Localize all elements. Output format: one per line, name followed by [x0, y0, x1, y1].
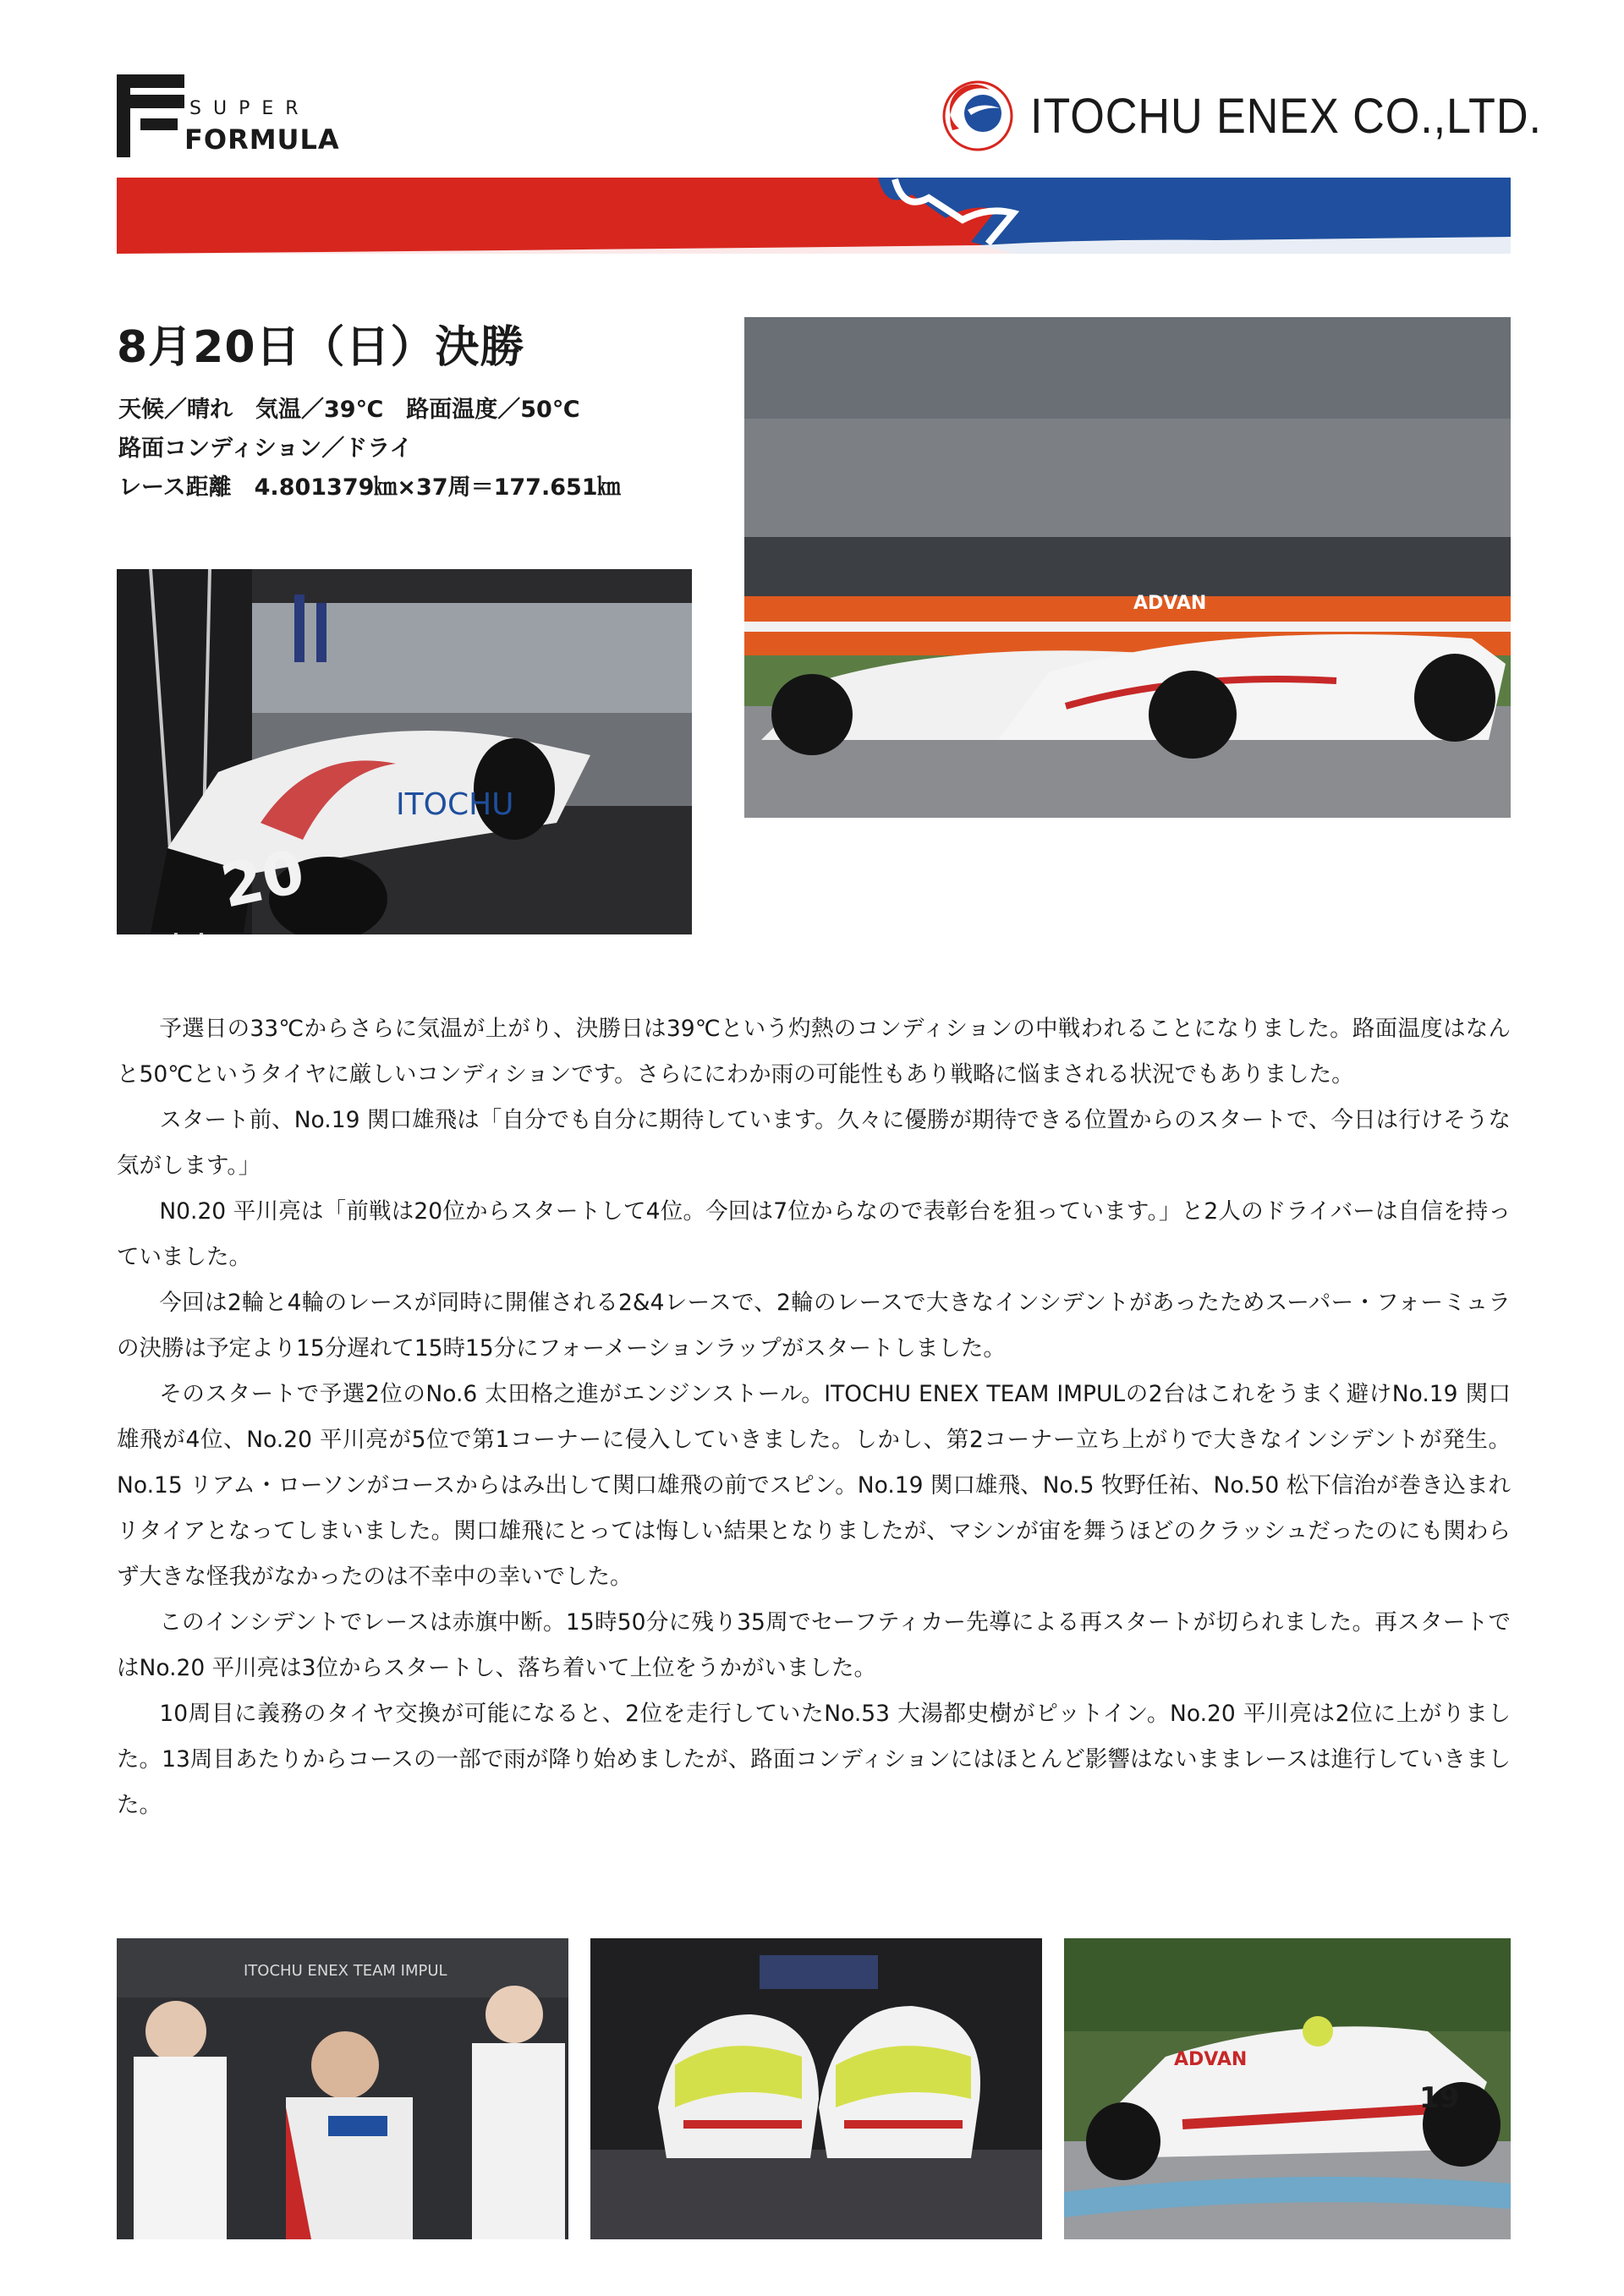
logo-bar	[117, 74, 130, 157]
paragraph: 今回は2輪と4輪のレースが同時に開催される2&4レースで、2輪のレースで大きなインシデントがあったためスーパー・フォーミュラの決勝は予定より15分遅れて15時15分にフォーメーションラップがスタートしました。	[117, 1290, 1511, 1362]
article-body	[117, 1006, 1511, 1828]
race-distance-info: レース距離 4.801379㎞×37周＝177.651㎞	[118, 474, 621, 501]
header-stripe-band	[117, 178, 1511, 254]
paragraph: 予選日の33℃からさらに気温が上がり、決勝日は39℃という灼熱のコンディションの中戦われることになりました。路面温度はなんと50℃というタイヤに厳しいコンディションです。さらににわか雨の可能性もあり戦略に悩まされる状況でもありました。	[117, 1016, 1511, 1088]
photo-driver-portrait	[117, 1938, 568, 2239]
logo-word-formula: FORMULA	[184, 123, 340, 156]
garage-car-branding: ITOCHU	[396, 787, 514, 822]
photo-cars-on-track	[744, 317, 1511, 818]
photo-helmets	[590, 1938, 1042, 2239]
paragraph: そのスタートで予選2位のNo.6 太田格之進がエンジンストール。ITOCHU ENEX TEAM IMPULの2台はこれをうまく避けNo.19 関口雄飛が4位、No.20 平川亮が5位で第1コーナーに侵入していきました。しかし、第2コーナー立ち上がりで大きなインシデントが発生。No.15 リアム・ローソンがコースからはみ出して関口雄飛の前でスピン。No.19 関口雄飛、No.5 牧野任祐、No.50 松下信治が巻き込まれリタイアとなってしまいました。関口雄飛にとっては悔しい結果となりましたが、マシンが宙を舞うほどのクラッシュだったのにも関わらず大きな怪我がなかったのは不幸中の幸いでした。	[117, 1381, 1511, 1590]
weather-info: 天候／晴れ 気温／39℃ 路面温度／50℃	[118, 397, 580, 423]
page-title: 8月20日（日）決勝	[117, 322, 525, 373]
car-19-number: 19	[1419, 2081, 1460, 2115]
paragraph: このインシデントでレースは赤旗中断。15時50分に残り35周でセーフティカー先導による再スタートが切られました。再スタートではNo.20 平川亮は3位からスタートし、落ち着いて上位をうかがいました。	[117, 1609, 1511, 1681]
itochu-enex-emblem-icon	[937, 78, 1018, 154]
stripe-red	[117, 178, 1013, 254]
track-sponsor-text: ADVAN	[1133, 593, 1207, 614]
photo-pit-garage	[117, 569, 692, 934]
track-condition-info: 路面コンディション／ドライ	[118, 436, 413, 462]
car-19-sponsor-text: ADVAN	[1174, 2049, 1248, 2070]
sponsor-name: ITOCHU ENEX CO.,LTD.	[1030, 89, 1542, 144]
photo-car-19	[1064, 1938, 1511, 2239]
paragraph: スタート前、No.19 関口雄飛は「自分でも自分に期待しています。久々に優勝が期待できる位置からのスタートで、今日は行けそうな気がします。」	[117, 1107, 1511, 1179]
garage-car-number: 20	[215, 836, 310, 922]
logo-word-super: SUPER	[189, 98, 310, 119]
portrait-team-banner: ITOCHU ENEX TEAM IMPUL	[244, 1962, 447, 1980]
super-formula-logo	[117, 74, 370, 159]
itochu-enex-logo	[937, 78, 1542, 154]
paragraph: 10周目に義務のタイヤ交換が可能になると、2位を走行していたNo.53 大湯都史樹がピットイン。No.20 平川亮は2位に上がりました。13周目あたりからコースの一部で雨が降り始めましたが、路面コンディションにはほとんど影響はないままレースは進行していきました。	[117, 1701, 1511, 1818]
logo-bar	[140, 118, 178, 130]
paragraph: N0.20 平川亮は「前戦は20位からスタートして4位。今回は7位からなので表彰台を狙っています。」と2人のドライバーは自信を持っていました。	[117, 1198, 1511, 1270]
